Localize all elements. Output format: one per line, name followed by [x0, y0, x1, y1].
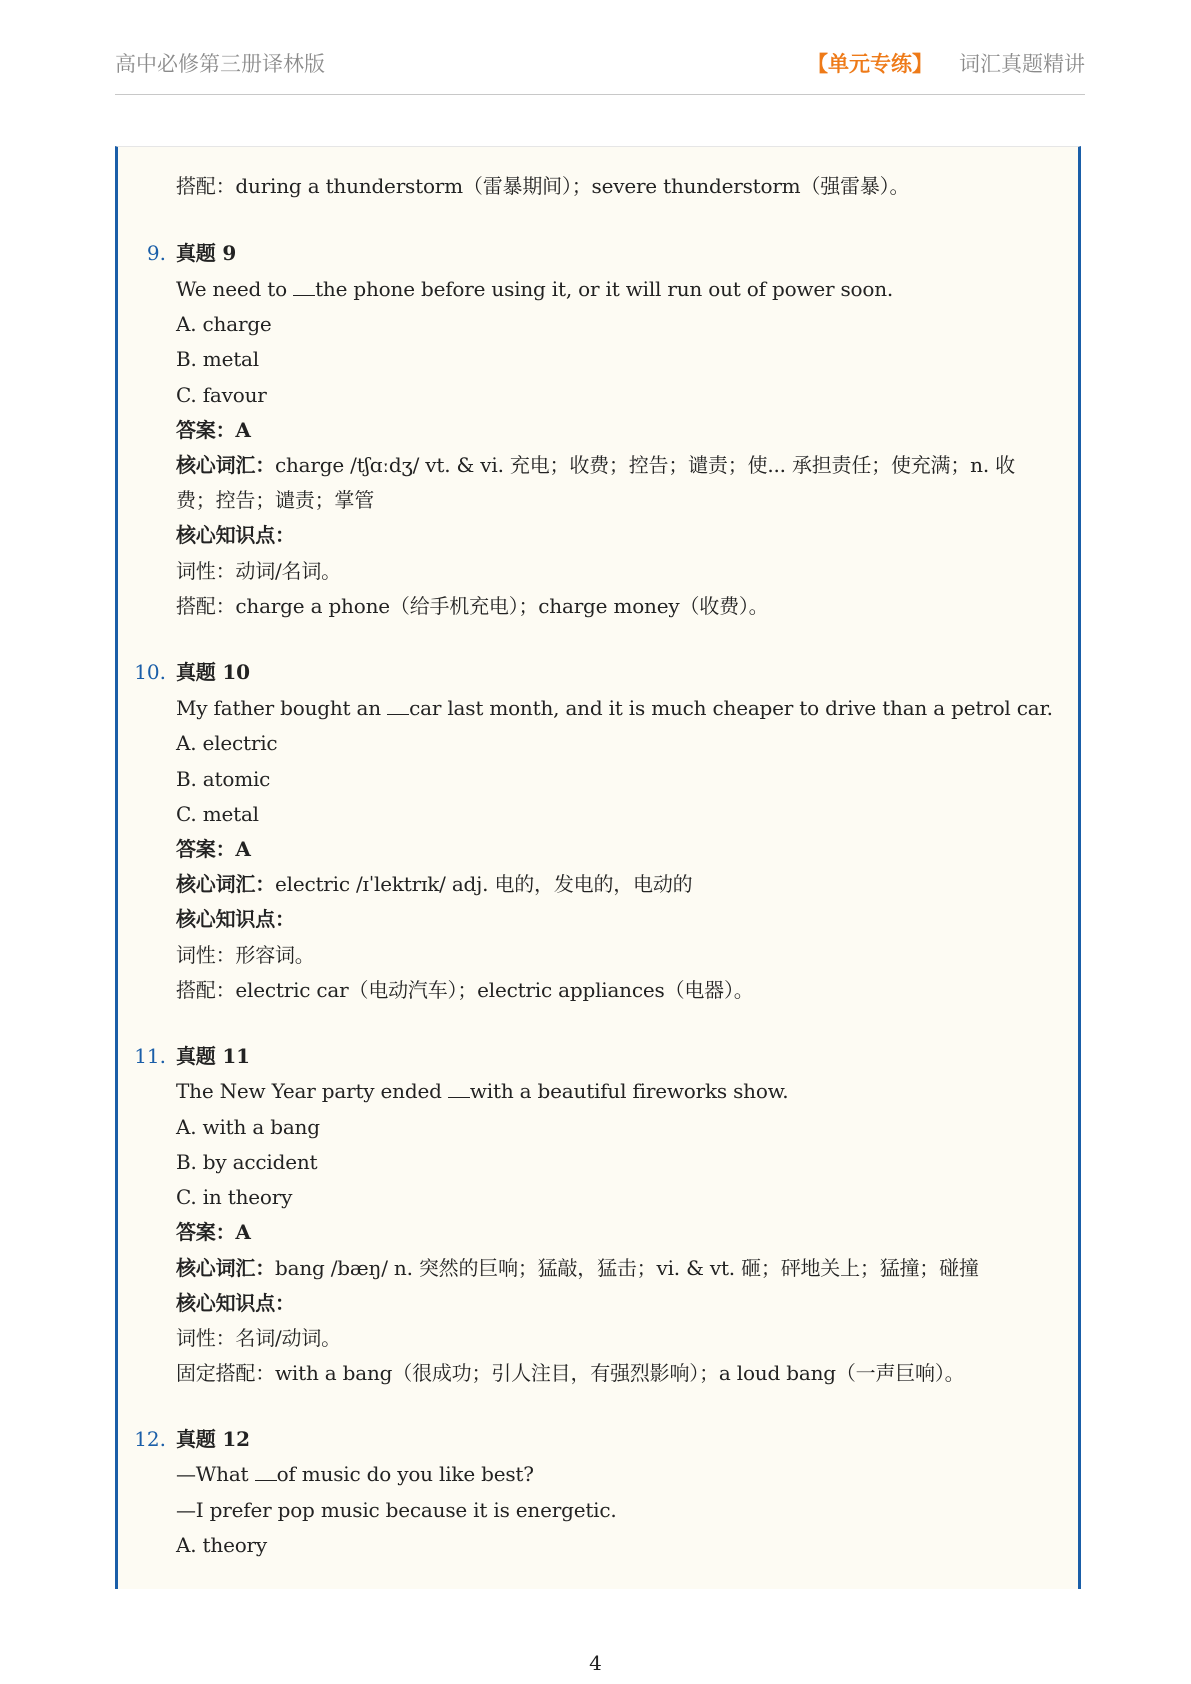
answer-blank	[293, 279, 315, 296]
answer-line: 答案：A	[176, 837, 251, 861]
dialog-line-2: —I prefer pop music because it is energetic.	[176, 1498, 617, 1522]
answer-blank	[255, 1464, 277, 1481]
option-c: C. favour	[176, 383, 267, 407]
answer-blank	[448, 1081, 470, 1098]
collocation: 搭配：charge a phone（给手机充电）；charge money（收费）。	[176, 594, 769, 618]
core-vocab: 核心词汇：electric /ɪˈlektrɪk/ adj. 电的，发电的，电动的	[176, 872, 693, 896]
option-b: B. metal	[176, 347, 259, 371]
option-a: A. theory	[176, 1533, 268, 1557]
question-number: 11.	[134, 1044, 166, 1068]
page-number: 4	[589, 1651, 602, 1675]
question-stem: We need to the phone before using it, or it will run out of power soon.	[176, 277, 894, 301]
answer-blank	[387, 698, 409, 715]
core-vocab-continued: 费；控告；谴责；掌管	[176, 488, 374, 512]
question-stem: The New Year party ended with a beautiful fireworks show.	[176, 1079, 789, 1103]
dialog-line-1: —What of music do you like best?	[176, 1462, 534, 1486]
answer-line: 答案：A	[176, 1220, 251, 1244]
unit-practice-tag: 【单元专练】	[807, 52, 933, 76]
option-a: A. electric	[176, 731, 278, 755]
core-vocab: 核心词汇：charge /tʃɑːdʒ/ vt. & vi. 充电；收费；控告；谴责；使... 承担责任；使充满；n. 收	[176, 453, 1015, 477]
answer-line: 答案：A	[176, 418, 251, 442]
knowledge-label: 核心知识点：	[176, 907, 295, 931]
part-of-speech: 词性：形容词。	[176, 943, 315, 967]
question-number: 10.	[134, 660, 166, 684]
section-title: 词汇真题精讲	[959, 52, 1085, 76]
knowledge-label: 核心知识点：	[176, 1291, 295, 1315]
part-of-speech: 词性：名词/动词。	[176, 1326, 341, 1350]
question-title: 真题 9	[176, 241, 237, 265]
option-a: A. with a bang	[176, 1115, 320, 1139]
question-title: 真题 11	[176, 1044, 250, 1068]
question-number: 9.	[146, 241, 166, 265]
option-a: A. charge	[176, 312, 272, 336]
option-b: B. atomic	[176, 767, 271, 791]
option-b: B. by accident	[176, 1150, 318, 1174]
book-title: 高中必修第三册译林版	[115, 52, 325, 76]
option-c: C. metal	[176, 802, 259, 826]
option-c: C. in theory	[176, 1185, 293, 1209]
header-divider	[115, 94, 1085, 95]
page-header	[115, 44, 1085, 84]
question-title: 真题 12	[176, 1427, 250, 1451]
knowledge-label: 核心知识点：	[176, 523, 295, 547]
question-stem: My father bought an car last month, and it is much cheaper to drive than a petrol car.	[176, 696, 1053, 720]
carryover-collocation: 搭配：during a thunderstorm（雷暴期间）；severe thunderstorm（强雷暴）。	[176, 174, 910, 198]
question-number: 12.	[134, 1427, 166, 1451]
core-vocab: 核心词汇：bang /bæŋ/ n. 突然的巨响；猛敲，猛击；vi. & vt. 砸；砰地关上；猛撞；碰撞	[176, 1256, 979, 1280]
collocation: 固定搭配：with a bang（很成功；引人注目，有强烈影响）；a loud bang（一声巨响）。	[176, 1361, 965, 1385]
header-right	[807, 48, 1085, 78]
question-title: 真题 10	[176, 660, 250, 684]
collocation: 搭配：electric car（电动汽车）；electric appliances（电器）。	[176, 978, 754, 1002]
part-of-speech: 词性：动词/名词。	[176, 559, 341, 583]
